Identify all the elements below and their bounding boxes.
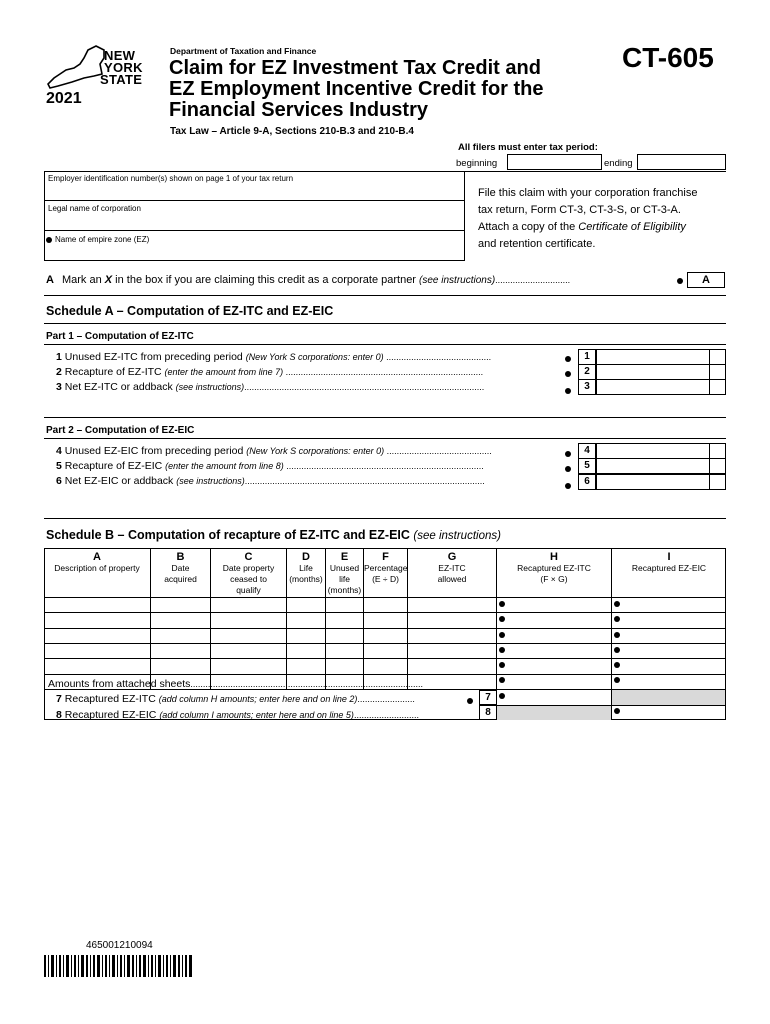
- col-f-header: F Percentage (E ÷ D): [364, 551, 408, 584]
- line-a-text-pre: Mark an: [61, 274, 105, 286]
- line-6-cents[interactable]: [709, 474, 726, 490]
- line-8-box: 8: [479, 705, 497, 720]
- state-word-york: YORK: [104, 60, 143, 75]
- divider-line: [44, 295, 726, 296]
- form-title: [169, 58, 544, 121]
- line-6: 6 Net EZ-EIC or addback (see instructions)................................................................................................: [56, 475, 485, 487]
- form-title-line1: Claim for EZ Investment Tax Credit and: [169, 57, 541, 79]
- divider-line: [44, 323, 726, 324]
- bullet-icon: [614, 662, 620, 668]
- attached-col-i-field[interactable]: [619, 675, 725, 688]
- table-row[interactable]: [45, 613, 495, 627]
- line-3-cents[interactable]: [709, 379, 726, 395]
- form-id: CT-605: [622, 42, 714, 73]
- line-4: 4 Unused EZ-EIC from preceding period (New York S corporations: enter 0) ..........................................: [56, 445, 492, 457]
- department-name: Department of Taxation and Finance: [170, 46, 317, 56]
- line-1-cents[interactable]: [709, 349, 726, 365]
- bullet-icon: [565, 466, 571, 472]
- line-2-cents[interactable]: [709, 364, 726, 380]
- barcode-icon: [44, 955, 194, 977]
- line-6-amount[interactable]: [596, 474, 710, 490]
- col-d-header: D Life (months): [289, 551, 323, 584]
- table-row[interactable]: [45, 598, 495, 612]
- divider-line: [44, 417, 726, 418]
- bullet-icon: [565, 451, 571, 457]
- checkbox-a-label: A: [702, 274, 710, 286]
- form-number: 465001210094: [86, 940, 153, 951]
- beginning-label: beginning: [456, 158, 498, 169]
- certificate-of-eligibility: Certificate of Eligibility: [578, 221, 686, 233]
- line-a: [46, 274, 570, 286]
- divider-line: [44, 344, 726, 345]
- form-title-line2: EZ Employment Incentive Credit for the: [169, 78, 544, 100]
- line-8: 8 Recaptured EZ-EIC (add column I amounts; enter here and on line 5)..........................: [56, 709, 419, 721]
- corporate-partner-checkbox[interactable]: [687, 272, 725, 288]
- bullet-icon: [467, 698, 473, 704]
- col-b-header: B Date acquired: [164, 551, 197, 584]
- part2-title: Part 2 – Computation of EZ-EIC: [46, 425, 195, 436]
- line-5-box: 5: [578, 458, 596, 474]
- instructions-line4: and retention certificate.: [478, 238, 596, 250]
- part1-title: Part 1 – Computation of EZ-ITC: [46, 331, 194, 342]
- col-g-header: G EZ-ITC allowed: [437, 551, 467, 584]
- legal-name-label: Legal name of corporation: [48, 204, 141, 213]
- ez-name-label: Name of empire zone (EZ): [55, 235, 150, 244]
- line-a-text-post: in the box if you are claiming this credit as a corporate partner: [112, 274, 420, 286]
- ein-label: Employer identification number(s) shown on page 1 of your tax return: [48, 174, 294, 183]
- col-a-header: A Description of property: [54, 551, 140, 573]
- bullet-icon: [499, 647, 505, 653]
- col-c-header: C Date property ceased to qualify: [222, 551, 275, 595]
- attached-sheets-label: Amounts from attached sheets.............................................................................................: [48, 678, 423, 690]
- line-3-box: 3: [578, 379, 596, 395]
- bullet-icon: [499, 662, 505, 668]
- instructions-line2: tax return, Form CT-3, CT-3-S, or CT-3-A.: [478, 204, 681, 216]
- bullet-icon: [565, 371, 571, 377]
- form-title-line3: Financial Services Industry: [169, 99, 428, 121]
- line-a-leader: ..............................: [495, 275, 571, 285]
- ending-date-field[interactable]: [637, 154, 726, 170]
- line-6-box: 6: [578, 474, 596, 490]
- line-4-cents[interactable]: [709, 443, 726, 459]
- attached-col-h-field[interactable]: [504, 675, 610, 688]
- line-2-amount[interactable]: [596, 364, 710, 380]
- bullet-icon: [499, 616, 505, 622]
- line-1-box: 1: [578, 349, 596, 365]
- bullet-icon: [614, 601, 620, 607]
- ending-label: ending: [604, 158, 633, 169]
- tax-law-reference: Tax Law – Article 9-A, Sections 210-B.3 and 210-B.4: [170, 126, 414, 137]
- table-row[interactable]: [45, 629, 495, 643]
- line-3: 3 Net EZ-ITC or addback (see instructions)................................................................................................: [56, 381, 485, 393]
- bullet-icon: [677, 278, 683, 284]
- line-2: 2 Recapture of EZ-ITC (enter the amount from line 7) ...............................................................................: [56, 366, 484, 378]
- col-e-header: E Unused life (months): [327, 551, 362, 595]
- line-8-amount[interactable]: [619, 706, 725, 720]
- line-7: 7 Recaptured EZ-ITC (add column H amounts; enter here and on line 2).......................: [56, 693, 415, 705]
- table-row[interactable]: [45, 644, 495, 658]
- bullet-icon: [565, 483, 571, 489]
- instructions-line3a: Attach a copy of the: [478, 221, 579, 233]
- tax-year: 2021: [46, 90, 82, 107]
- line-2-box: 2: [578, 364, 596, 380]
- barcode-graphic-icon: [44, 955, 194, 977]
- instructions-line1: File this claim with your corporation franchise: [478, 187, 698, 199]
- state-word-new: NEW: [104, 48, 136, 63]
- bullet-icon: [614, 632, 620, 638]
- line-1-amount[interactable]: [596, 349, 710, 365]
- beginning-date-field[interactable]: [507, 154, 602, 170]
- table-row[interactable]: [45, 659, 495, 673]
- tax-period-label: All filers must enter tax period:: [458, 142, 598, 153]
- line-7-box: 7: [479, 690, 497, 705]
- bullet-icon: [614, 647, 620, 653]
- line-7-amount[interactable]: [504, 690, 610, 705]
- line-1: 1 Unused EZ-ITC from preceding period (New York S corporations: enter 0) ..........................................: [56, 351, 492, 363]
- bullet-icon: [565, 388, 571, 394]
- bullet-icon: [46, 237, 52, 243]
- col-i-header: I Recaptured EZ-EIC: [631, 551, 707, 573]
- x-mark: X: [104, 274, 113, 286]
- line-5-amount[interactable]: [596, 458, 710, 474]
- bullet-icon: [565, 356, 571, 362]
- line-a-letter: A: [46, 274, 54, 286]
- line-8-shaded-cell: [497, 706, 611, 720]
- filing-instructions: [478, 185, 697, 253]
- schedule-a-title: Schedule A – Computation of EZ-ITC and EZ-EIC: [46, 304, 334, 318]
- schedule-b-title: Schedule B – Computation of recapture of EZ-ITC and EZ-EIC (see instructions): [46, 528, 501, 542]
- line-3-amount[interactable]: [596, 379, 710, 395]
- divider-line: [44, 438, 726, 439]
- col-h-header: H Recaptured EZ-ITC (F × G): [517, 551, 591, 584]
- line-7-shaded-cell: [612, 690, 725, 705]
- line-4-amount[interactable]: [596, 443, 710, 459]
- line-a-note: (see instructions): [419, 275, 496, 286]
- bullet-icon: [614, 616, 620, 622]
- bullet-icon: [499, 632, 505, 638]
- bullet-icon: [499, 601, 505, 607]
- line-5: 5 Recapture of EZ-EIC (enter the amount from line 8) ...............................................................................: [56, 460, 484, 472]
- state-word-state: STATE: [100, 72, 143, 87]
- divider-line: [44, 518, 726, 519]
- line-4-box: 4: [578, 443, 596, 459]
- line-5-cents[interactable]: [709, 458, 726, 474]
